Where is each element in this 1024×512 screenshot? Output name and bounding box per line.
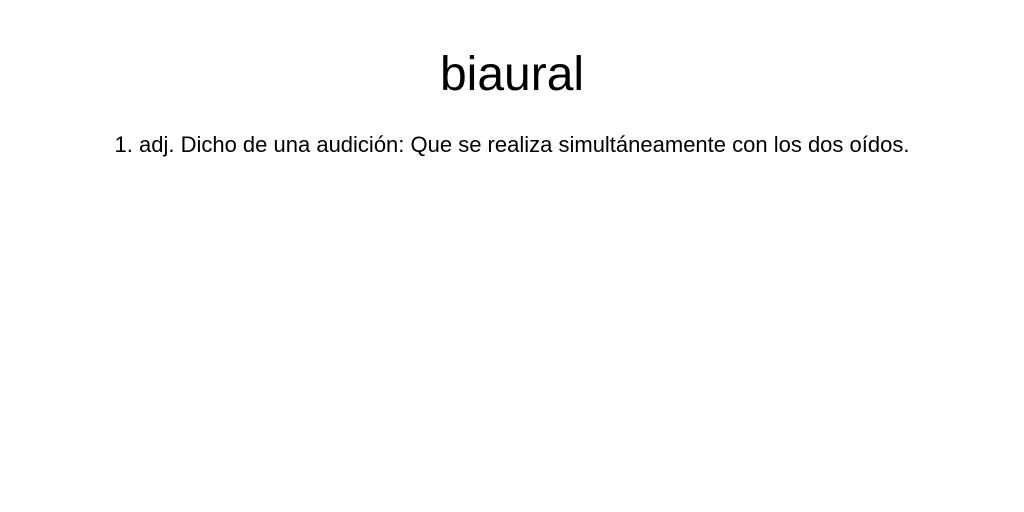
entry-headword: biaural (439, 48, 585, 101)
definition-1: 1. adj. Dicho de una audición: Que se realiza simultáneamente con los dos oídos. (114, 132, 910, 157)
